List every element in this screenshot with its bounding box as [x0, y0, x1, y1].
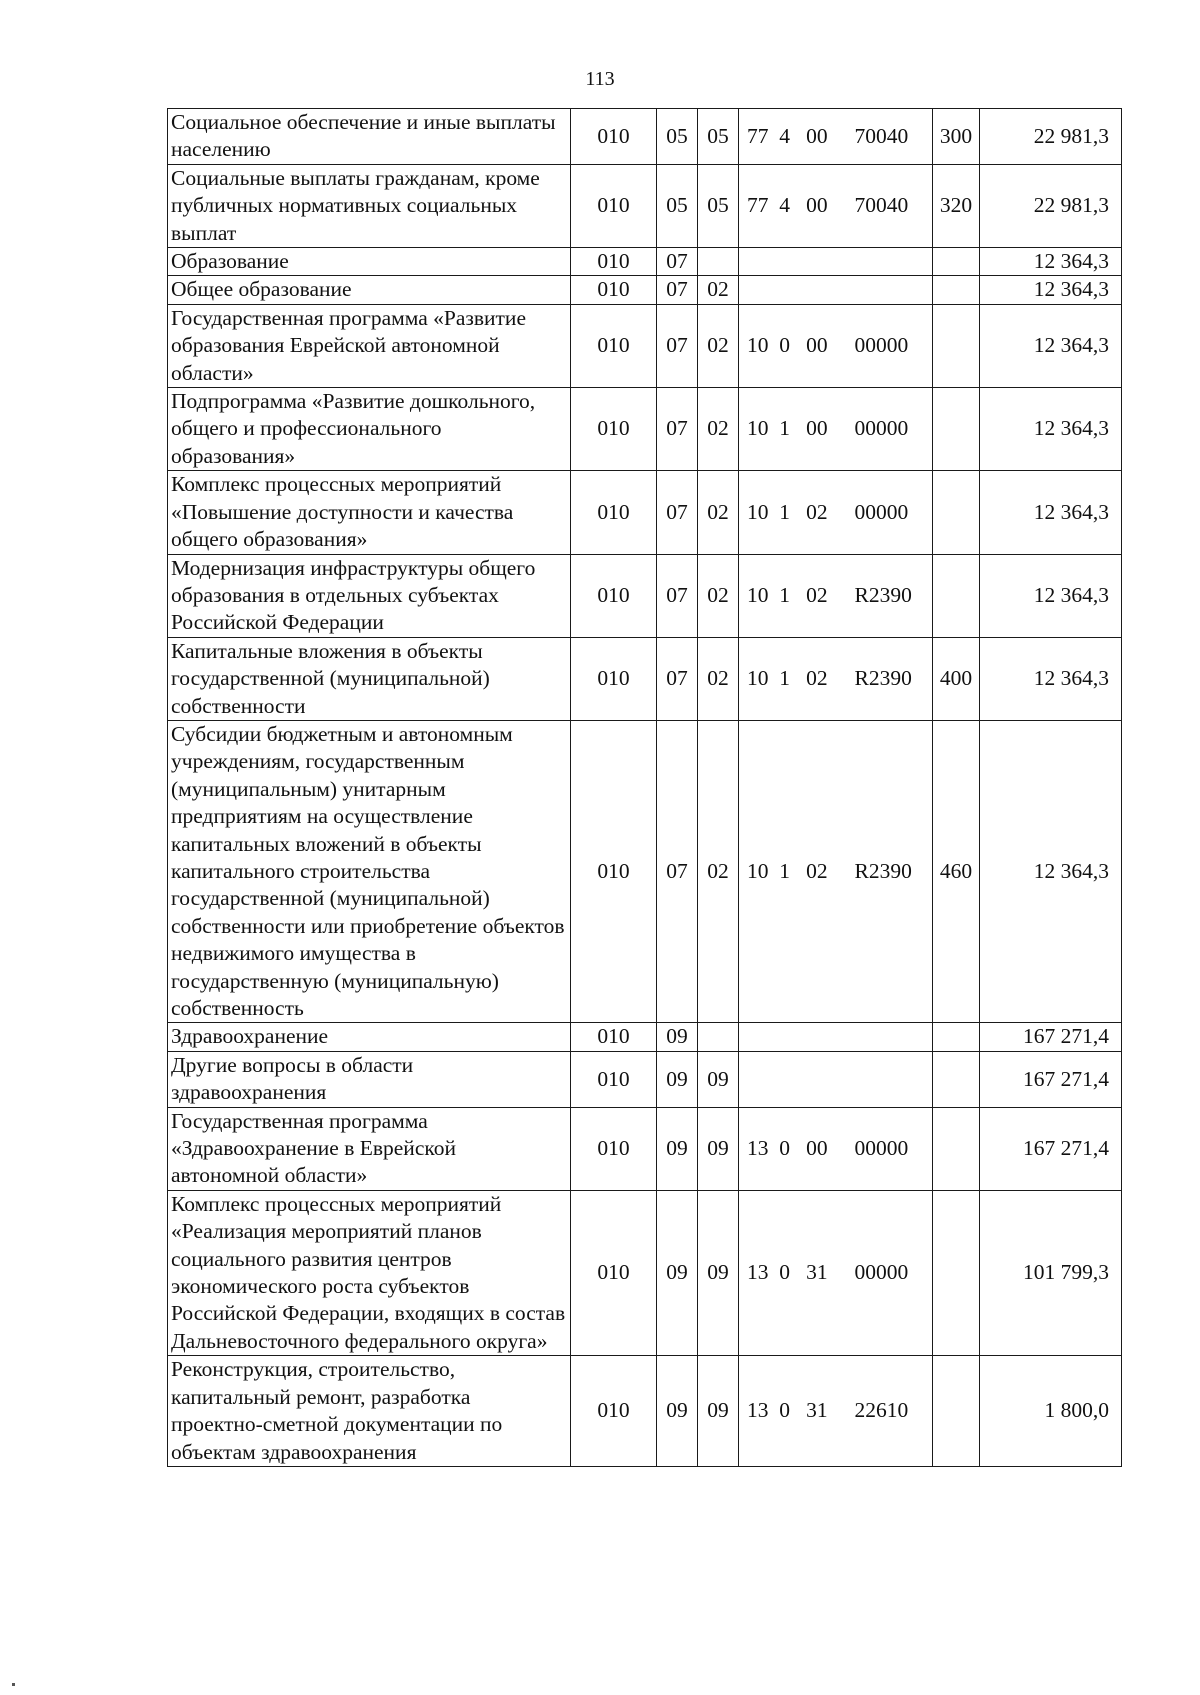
target-article-code: 13 0 31 00000: [739, 1190, 933, 1355]
table-row: [168, 1051, 1122, 1107]
table-row: [168, 720, 1122, 1022]
expense-type-code: [933, 1107, 980, 1190]
target-article-code: 13 0 31 22610: [739, 1356, 933, 1467]
expense-type-code: 400: [933, 637, 980, 720]
section-code: 07: [657, 554, 698, 637]
row-name: Общее образование: [168, 276, 571, 304]
subsection-code: 09: [698, 1356, 739, 1467]
target-article-code: 77 4 00 70040: [739, 109, 933, 165]
row-name: Государственная программа «Здравоохранение в Еврейской автономной области»: [168, 1107, 571, 1190]
table-row: [168, 637, 1122, 720]
table-row: [168, 1023, 1122, 1051]
section-code: 07: [657, 248, 698, 276]
row-name: Субсидии бюджетным и автономным учреждениям, государственным (муниципальным) унитарным предприятиям на осуществление капитальных вложений в объекты капитального строительства государственной (муниципальной) собственности или приобретение объектов недвижимого имущества в государственную (муниципальную) собственность: [168, 720, 571, 1022]
row-name: Социальное обеспечение и иные выплаты населению: [168, 109, 571, 165]
ministry-code: 010: [571, 637, 657, 720]
amount: 12 364,3: [980, 248, 1122, 276]
ministry-code: 010: [571, 1051, 657, 1107]
subsection-code: 02: [698, 720, 739, 1022]
subsection-code: 02: [698, 637, 739, 720]
table-row: [168, 388, 1122, 471]
row-name: Подпрограмма «Развитие дошкольного, общего и профессионального образования»: [168, 388, 571, 471]
section-code: 07: [657, 471, 698, 554]
amount: 12 364,3: [980, 471, 1122, 554]
amount: 12 364,3: [980, 720, 1122, 1022]
section-code: 09: [657, 1051, 698, 1107]
amount: 101 799,3: [980, 1190, 1122, 1355]
amount: 1 800,0: [980, 1356, 1122, 1467]
section-code: 09: [657, 1190, 698, 1355]
ministry-code: 010: [571, 109, 657, 165]
table-row: [168, 1190, 1122, 1355]
table-row: [168, 304, 1122, 387]
ministry-code: 010: [571, 1190, 657, 1355]
ministry-code: 010: [571, 471, 657, 554]
subsection-code: 05: [698, 109, 739, 165]
table-row: [168, 109, 1122, 165]
ministry-code: 010: [571, 248, 657, 276]
target-article-code: [739, 276, 933, 304]
expense-type-code: 460: [933, 720, 980, 1022]
ministry-code: 010: [571, 164, 657, 247]
table-row: [168, 248, 1122, 276]
amount: 22 981,3: [980, 109, 1122, 165]
amount: 167 271,4: [980, 1051, 1122, 1107]
ministry-code: 010: [571, 276, 657, 304]
expense-type-code: [933, 471, 980, 554]
target-article-code: 77 4 00 70040: [739, 164, 933, 247]
amount: 12 364,3: [980, 276, 1122, 304]
expense-type-code: [933, 276, 980, 304]
ministry-code: 010: [571, 1023, 657, 1051]
target-article-code: [739, 1023, 933, 1051]
subsection-code: 02: [698, 276, 739, 304]
section-code: 09: [657, 1356, 698, 1467]
row-name: Реконструкция, строительство, капитальный ремонт, разработка проектно-сметной документации по объектам здравоохранения: [168, 1356, 571, 1467]
target-article-code: 10 1 02 R2390: [739, 720, 933, 1022]
target-article-code: 10 1 02 R2390: [739, 637, 933, 720]
section-code: 09: [657, 1023, 698, 1051]
amount: 167 271,4: [980, 1107, 1122, 1190]
table-row: [168, 1107, 1122, 1190]
ministry-code: 010: [571, 1356, 657, 1467]
ministry-code: 010: [571, 388, 657, 471]
expense-type-code: [933, 304, 980, 387]
ministry-code: 010: [571, 304, 657, 387]
subsection-code: 02: [698, 471, 739, 554]
row-name: Модернизация инфраструктуры общего образования в отдельных субъектах Российской Федерации: [168, 554, 571, 637]
section-code: 07: [657, 637, 698, 720]
row-name: Капитальные вложения в объекты государственной (муниципальной) собственности: [168, 637, 571, 720]
subsection-code: [698, 1023, 739, 1051]
section-code: 05: [657, 164, 698, 247]
subsection-code: 09: [698, 1107, 739, 1190]
page-number: 113: [585, 68, 615, 90]
section-code: 07: [657, 304, 698, 387]
amount: 22 981,3: [980, 164, 1122, 247]
target-article-code: 10 0 00 00000: [739, 304, 933, 387]
target-article-code: 10 1 00 00000: [739, 388, 933, 471]
expense-type-code: [933, 554, 980, 637]
target-article-code: 13 0 00 00000: [739, 1107, 933, 1190]
expense-type-code: [933, 1356, 980, 1467]
amount: 12 364,3: [980, 388, 1122, 471]
ministry-code: 010: [571, 1107, 657, 1190]
ministry-code: 010: [571, 720, 657, 1022]
expense-type-code: 320: [933, 164, 980, 247]
row-name: Образование: [168, 248, 571, 276]
ministry-code: 010: [571, 554, 657, 637]
subsection-code: 02: [698, 554, 739, 637]
section-code: 07: [657, 720, 698, 1022]
target-article-code: [739, 248, 933, 276]
scan-speck: [12, 1683, 15, 1686]
row-name: Здравоохранение: [168, 1023, 571, 1051]
subsection-code: 09: [698, 1051, 739, 1107]
section-code: 05: [657, 109, 698, 165]
expense-type-code: [933, 1190, 980, 1355]
amount: 167 271,4: [980, 1023, 1122, 1051]
row-name: Комплекс процессных мероприятий «Реализация мероприятий планов социального развития центров экономического роста субъектов Российской Федерации, входящих в состав Дальневосточного федерального округа»: [168, 1190, 571, 1355]
table-row: [168, 164, 1122, 247]
row-name: Комплекс процессных мероприятий «Повышение доступности и качества общего образования»: [168, 471, 571, 554]
subsection-code: 02: [698, 304, 739, 387]
expense-type-code: [933, 248, 980, 276]
expense-type-code: 300: [933, 109, 980, 165]
subsection-code: [698, 248, 739, 276]
subsection-code: 02: [698, 388, 739, 471]
expense-type-code: [933, 1051, 980, 1107]
target-article-code: 10 1 02 00000: [739, 471, 933, 554]
expense-type-code: [933, 388, 980, 471]
table-row: [168, 554, 1122, 637]
expense-type-code: [933, 1023, 980, 1051]
amount: 12 364,3: [980, 637, 1122, 720]
section-code: 07: [657, 276, 698, 304]
subsection-code: 05: [698, 164, 739, 247]
target-article-code: [739, 1051, 933, 1107]
subsection-code: 09: [698, 1190, 739, 1355]
table-row: [168, 471, 1122, 554]
row-name: Социальные выплаты гражданам, кроме публичных нормативных социальных выплат: [168, 164, 571, 247]
table-row: [168, 276, 1122, 304]
section-code: 07: [657, 388, 698, 471]
amount: 12 364,3: [980, 554, 1122, 637]
budget-table: [167, 108, 1122, 1467]
table-row: [168, 1356, 1122, 1467]
section-code: 09: [657, 1107, 698, 1190]
target-article-code: 10 1 02 R2390: [739, 554, 933, 637]
row-name: Другие вопросы в области здравоохранения: [168, 1051, 571, 1107]
amount: 12 364,3: [980, 304, 1122, 387]
row-name: Государственная программа «Развитие образования Еврейской автономной области»: [168, 304, 571, 387]
